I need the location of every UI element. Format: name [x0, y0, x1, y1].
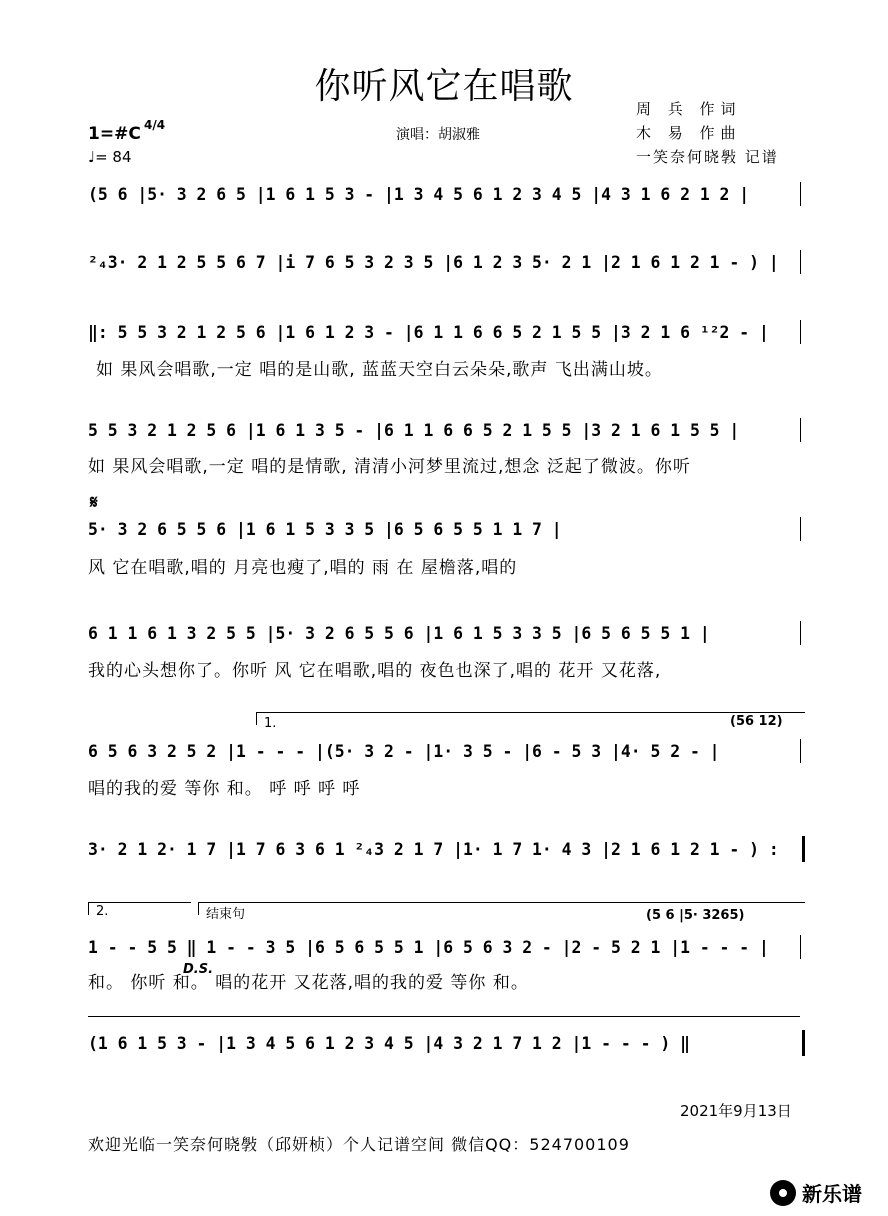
barline	[800, 739, 801, 763]
composer-credit: 木 易 作曲	[636, 124, 742, 142]
final-barline	[802, 1030, 805, 1056]
logo-text: 新乐谱	[802, 1182, 862, 1206]
key-signature: 1=#C	[88, 124, 141, 144]
lyrics-line-3: 如 果风会唱歌,一定 唱的是山歌, 蓝蓝天空白云朵朵,歌声 飞出满山坡。	[96, 360, 663, 380]
date-text: 2021年9月13日	[680, 1102, 792, 1120]
singer-credit: 演唱：胡淑雅	[396, 127, 480, 143]
ds-mark: D.S.	[183, 962, 214, 977]
music-line-6: 6 1 1 6 1 3 2 5 5 |5· 3 2 6 5 5 6 |1 6 1 5 3 3 5 |6 5 6 5 5 1 |	[88, 624, 710, 643]
footer-text: 欢迎光临一笑奈何晓斅（邱妍桢）个人记谱空间 微信QQ：524700109	[88, 1135, 630, 1154]
lyrics-line-4: 如 果风会唱歌,一定 唱的是情歌, 清清小河梦里流过,想念 泛起了微波。你听	[88, 457, 691, 477]
lyrics-line-5: 风 它在唱歌,唱的 月亮也瘦了,唱的 雨 在 屋檐落,唱的	[88, 558, 518, 578]
lyrics-line-6: 我的心头想你了。你听 风 它在唱歌,唱的 夜色也深了,唱的 花开 又花落,	[88, 661, 662, 681]
music-line-5: 5· 3 2 6 5 5 6 |1 6 1 5 3 3 5 |6 5 6 5 5 1 1 7 |	[88, 520, 562, 539]
side-note-1: (56 12)	[730, 714, 783, 729]
volta-2-label: 2.	[96, 904, 109, 919]
ending-label: 结束句	[206, 907, 246, 922]
volta-1-bracket	[256, 712, 805, 725]
lyrics-line-7: 唱的我的爱 等你 和。 呼 呼 呼 呼	[88, 779, 361, 799]
barline	[800, 935, 801, 959]
top-rule	[88, 1016, 800, 1029]
transcriber-credit: 一笑奈何晓斅 记谱	[636, 148, 779, 166]
barline	[800, 182, 801, 206]
lyrics-line-9: 和。 你听 和。 唱的花开 又花落,唱的我的爱 等你 和。	[88, 973, 529, 993]
music-line-9: 1 - - 5 5 ‖ 1 - - 3 5 |6 5 6 5 5 1 |6 5 6 3 2 - |2 - 5 2 1 |1 - - - |	[88, 938, 769, 957]
side-note-2: (5 6 |5· 3265)	[646, 908, 745, 923]
music-line-8: 3· 2 1 2· 1 7 |1 7 6 3 6 1 ²₄3 2 1 7 |1· 1 7 1· 4 3 |2 1 6 1 2 1 - ) :	[88, 840, 779, 859]
barline	[800, 320, 801, 344]
music-line-3: ‖: 5 5 3 2 1 2 5 6 |1 6 1 2 3 - |6 1 1 6 6 5 2 1 5 5 |3 2 1 6 ¹²2 - |	[88, 323, 769, 342]
tempo-marking: ♩= 84	[88, 148, 132, 166]
music-line-4: 5 5 3 2 1 2 5 6 |1 6 1 3 5 - |6 1 1 6 6 5 2 1 5 5 |3 2 1 6 1 5 5 |	[88, 421, 740, 440]
time-signature	[144, 119, 165, 131]
final-repeat-barline	[802, 836, 805, 862]
music-line-7: 6 5 6 3 2 5 2 |1 - - - |(5· 3 2 - |1· 3 5 - |6 - 5 3 |4· 5 2 - |	[88, 742, 720, 761]
barline	[800, 621, 801, 645]
song-title: 你听风它在唱歌	[314, 66, 574, 107]
barline	[800, 418, 801, 442]
segno-sign: 𝄋	[90, 492, 98, 513]
lyricist-credit: 周 兵 作词	[636, 100, 742, 118]
music-line-1: (5 6 |5· 3 2 6 5 |1 6 1 5 3 - |1 3 4 5 6 1 2 3 4 5 |4 3 1 6 2 1 2 |	[88, 185, 750, 204]
time-signature-text: 4/4	[144, 118, 166, 132]
site-logo[interactable]	[770, 1178, 862, 1207]
barline	[800, 250, 801, 274]
record-icon	[770, 1180, 796, 1206]
volta-1-label: 1.	[264, 716, 277, 731]
music-line-2: ²₄3· 2 1 2 5 5 6 7 |i 7 6 5 3 2 3 5 |6 1 2 3 5· 2 1 |2 1 6 1 2 1 - ) |	[88, 253, 779, 272]
barline	[800, 517, 801, 541]
music-line-10: (1 6 1 5 3 - |1 3 4 5 6 1 2 3 4 5 |4 3 2 1 7 1 2 |1 - - - ) ‖	[88, 1034, 690, 1053]
